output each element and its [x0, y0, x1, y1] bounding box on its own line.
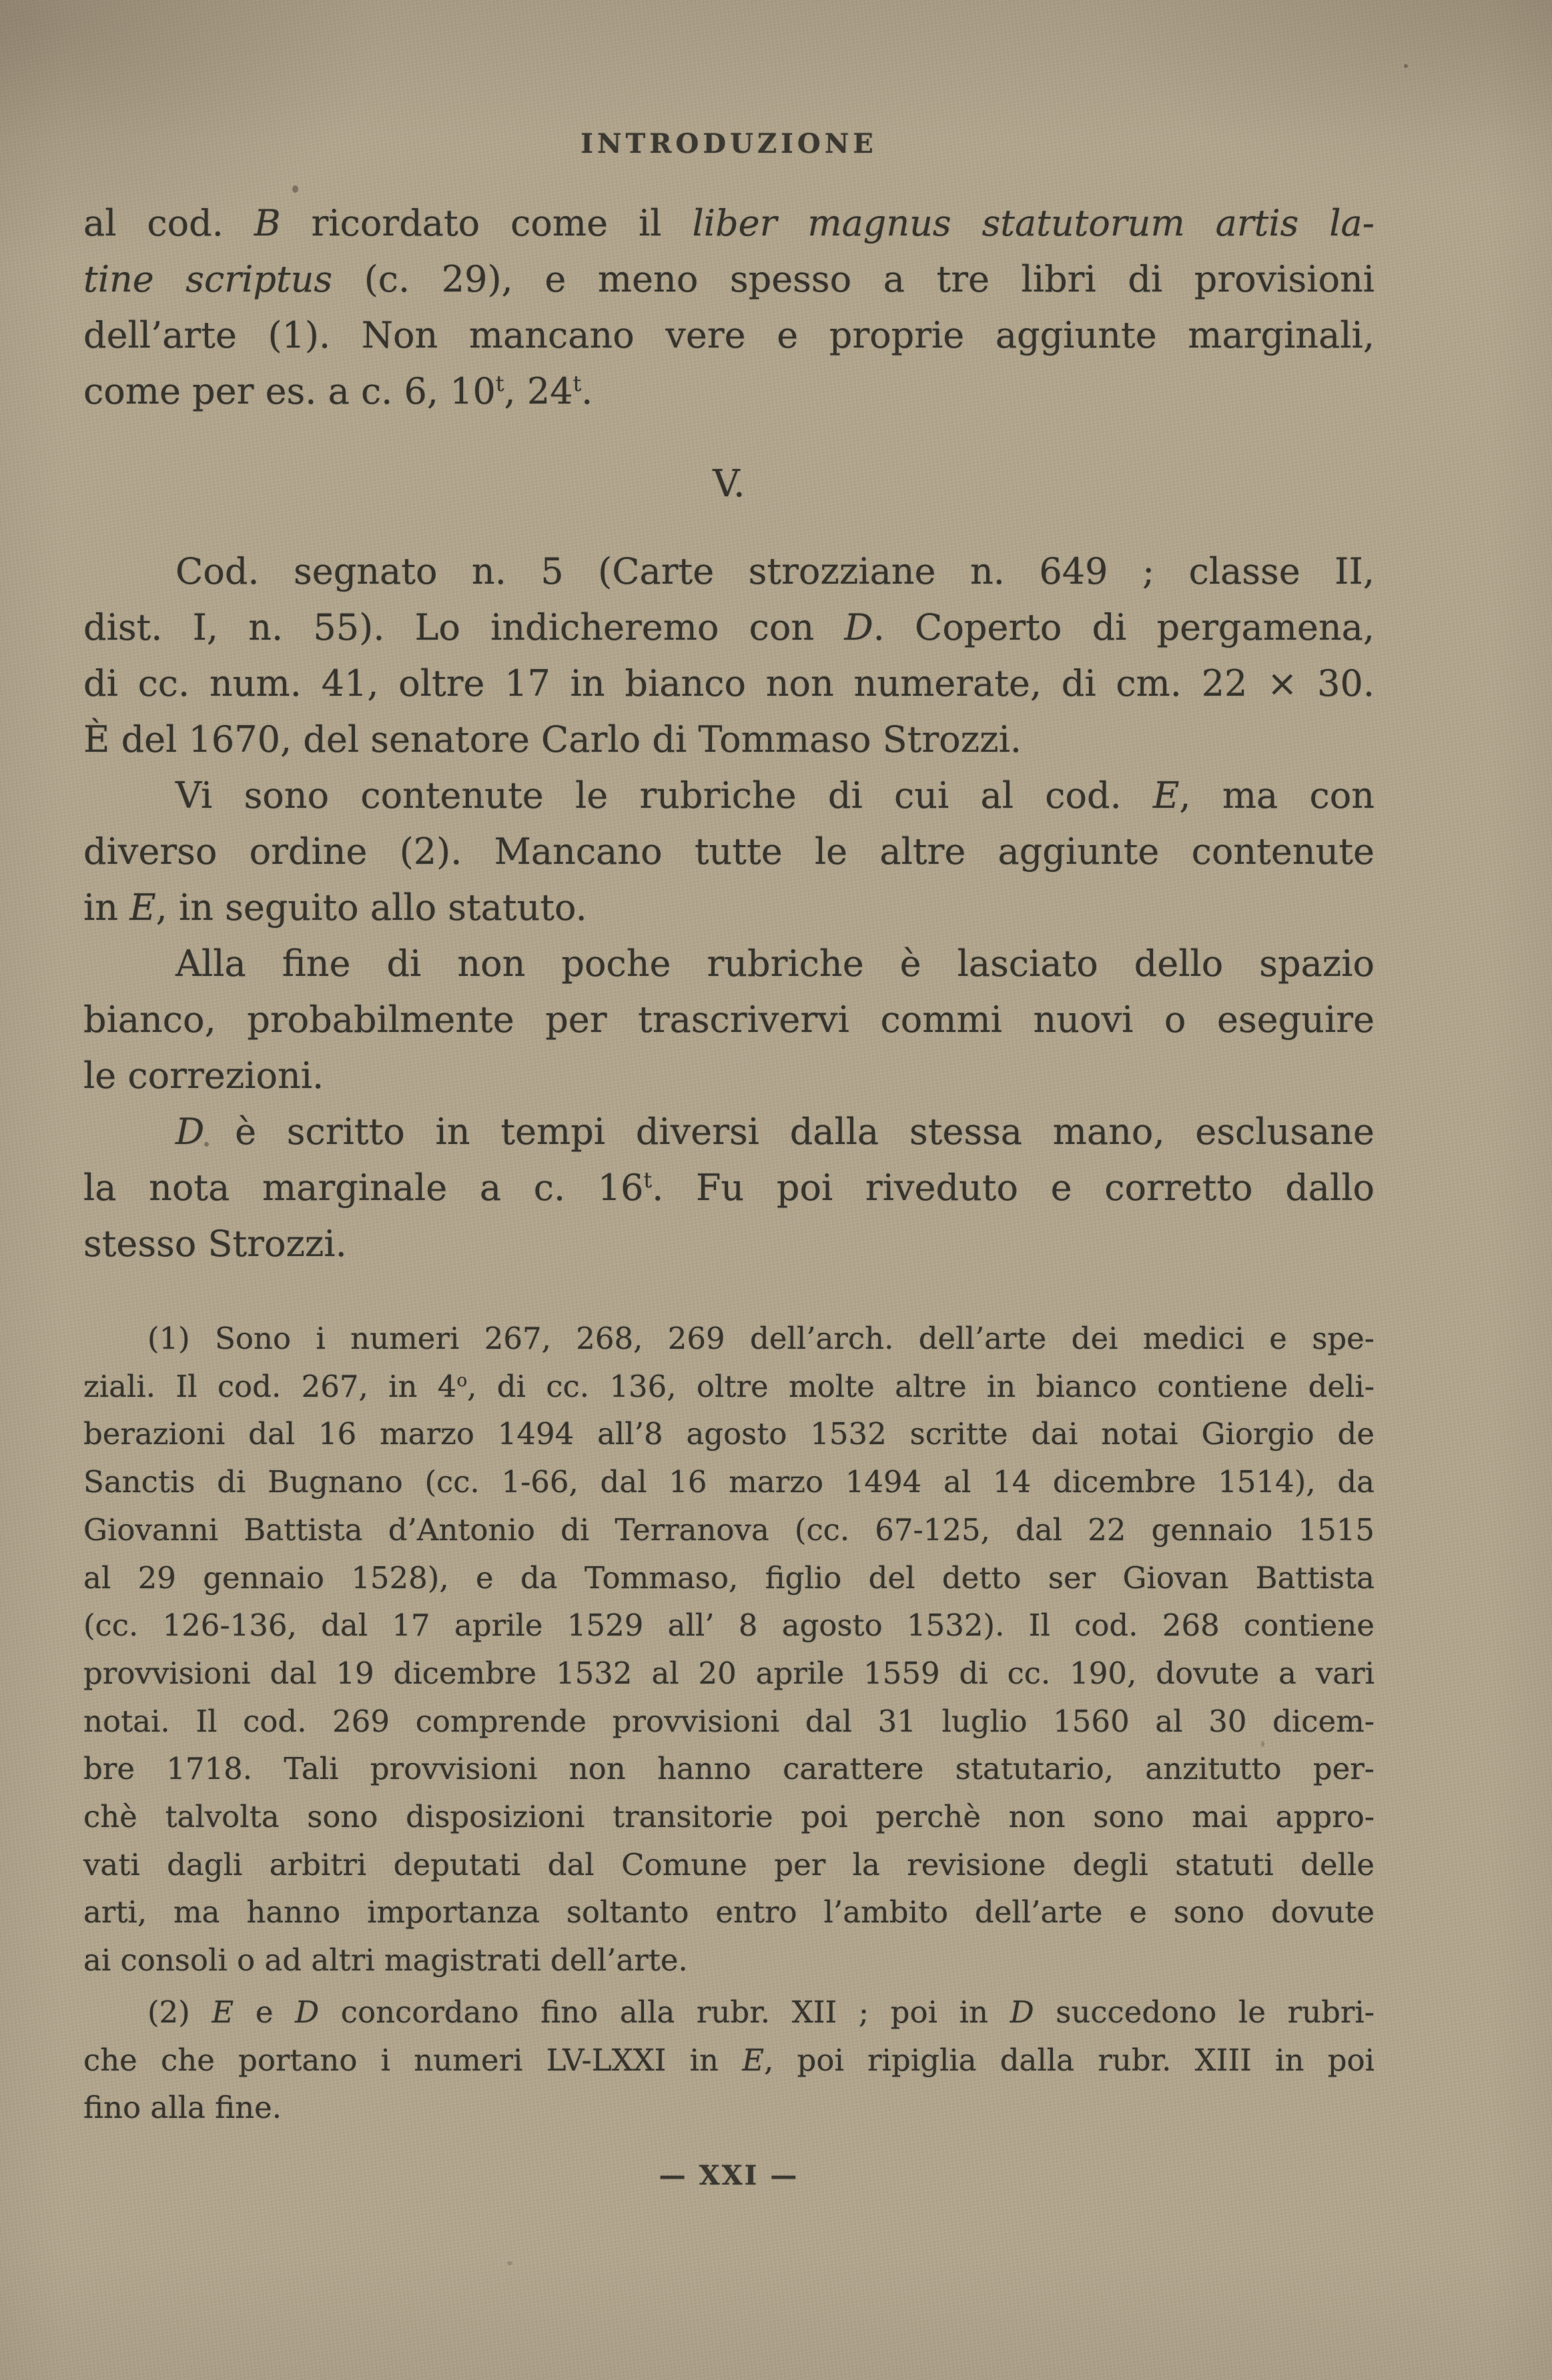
- text-line: [83, 1160, 1375, 1216]
- text-segment: (c. 29), e meno spesso a tre libri di provisioni: [332, 258, 1375, 300]
- text-line: [83, 364, 1375, 420]
- text-segment: che che portano i numeri LV-LXXI in: [83, 2042, 743, 2078]
- text-line: [83, 880, 1375, 936]
- text-segment: , di cc. 136, oltre molte altre in bianco contiene deli-: [467, 1368, 1375, 1404]
- paper-speck: [1404, 64, 1408, 68]
- superscript-o: o: [456, 1370, 468, 1391]
- text-line: È del 1670, del senatore Carlo di Tommaso Strozzi.: [83, 718, 1022, 760]
- footnote-line: Sanctis di Bugnano (cc. 1-66, dal 16 marzo 1494 al 14 dicembre 1514), da: [83, 1464, 1375, 1500]
- text-segment: Vi sono contenute le rubriche di cui al cod.: [175, 774, 1153, 816]
- paragraph: [83, 936, 1375, 1104]
- text-segment: , poi ripiglia dalla rubr. XIII in poi: [764, 2042, 1375, 2078]
- superscript-t: t: [572, 372, 582, 396]
- superscript-t: t: [495, 372, 504, 396]
- text-segment: .: [581, 370, 593, 412]
- footnote-line: provvisioni dal 19 dicembre 1532 al 20 aprile 1559 di cc. 190, dovute a vari: [83, 1655, 1375, 1691]
- footnote-line: [83, 1988, 1375, 2036]
- text-line: bianco, probabilmente per trascrivervi commi nuovi o eseguire: [83, 999, 1375, 1041]
- footnote-line: Giovanni Battista d’Antonio di Terranova (cc. 67-125, dal 22 gennaio 1515: [83, 1512, 1375, 1548]
- text-segment: e: [234, 1994, 296, 2030]
- paragraph: [83, 1104, 1375, 1272]
- text-segment: ricordato come il: [280, 202, 693, 244]
- footnote-line: bre 1718. Tali provvisioni non hanno carattere statutario, anzitutto per-: [83, 1751, 1375, 1787]
- text-line: Alla fine di non poche rubriche è lasciato dello spazio: [175, 943, 1375, 985]
- text-segment: succedono le rubri-: [1034, 1994, 1375, 2030]
- footnote-line: (1) Sono i numeri 267, 268, 269 dell’arch. dell’arte dei medici e spe-: [147, 1321, 1375, 1356]
- text-segment-italic: D: [295, 1994, 320, 2030]
- text-segment-italic: E: [742, 2042, 765, 2078]
- text-segment: in: [83, 886, 130, 929]
- footnote-2: [83, 1988, 1375, 2132]
- text-line: di cc. num. 41, oltre 17 in bianco non numerate, di cm. 22 × 30.: [83, 662, 1375, 704]
- section-heading: V.: [713, 462, 745, 506]
- footnote-line: ai consoli o ad altri magistrati dell’arte.: [83, 1942, 688, 1978]
- text-segment: la nota marginale a c. 16: [83, 1167, 644, 1209]
- paper-speck: [507, 2261, 512, 2265]
- text-segment: . Coperto di pergamena,: [873, 606, 1375, 648]
- footnote-line: (cc. 126-136, dal 17 aprile 1529 all’ 8 agosto 1532). Il cod. 268 contiene: [83, 1608, 1375, 1644]
- page-number: — XXI —: [659, 2160, 799, 2191]
- text-segment: come per es. a c. 6, 10: [83, 370, 496, 412]
- text-segment: , ma con: [1179, 774, 1375, 816]
- text-segment-italic: liber magnus statutorum artis la-: [692, 202, 1375, 244]
- text-line: [83, 600, 1375, 656]
- footnote-line: [83, 2036, 1375, 2085]
- footnote-1: [83, 1315, 1375, 1984]
- text-line: [83, 768, 1375, 824]
- text-segment: concordano fino alla rubr. XII ; poi in: [319, 1994, 1010, 2030]
- text-line: [83, 195, 1375, 251]
- text-segment-italic: D: [175, 1111, 205, 1153]
- text-segment: , in seguito allo statuto.: [155, 886, 587, 929]
- footnote-line: notai. Il cod. 269 comprende provvisioni dal 31 luglio 1560 al 30 dicem-: [83, 1703, 1375, 1739]
- footnote-line: [83, 1363, 1375, 1411]
- text-segment: al cod.: [83, 202, 254, 244]
- text-line: le correzioni.: [83, 1055, 324, 1097]
- text-segment-italic: E: [212, 1994, 234, 2030]
- text-line: [83, 251, 1375, 308]
- superscript-t: t: [643, 1169, 653, 1193]
- text-segment: dist. I, n. 55). Lo indicheremo con: [83, 606, 845, 648]
- text-line: Cod. segnato n. 5 (Carte strozziane n. 649 ; classe II,: [175, 550, 1375, 592]
- running-header: INTRODUZIONE: [580, 128, 877, 159]
- text-segment: ziali. Il cod. 267, in 4: [83, 1368, 457, 1404]
- text-segment-italic: E: [1152, 774, 1180, 816]
- text-line: stesso Strozzi.: [83, 1223, 347, 1265]
- paragraph: [83, 768, 1375, 936]
- text-segment-italic: tine scriptus: [83, 258, 333, 300]
- text-segment-italic: E: [129, 886, 156, 929]
- footnote-line: berazioni dal 16 marzo 1494 all’8 agosto 1532 scritte dai notai Giorgio de: [83, 1416, 1375, 1452]
- footnote-line: arti, ma hanno importanza soltanto entro l’ambito dell’arte e sono dovute: [83, 1894, 1375, 1930]
- text-line: diverso ordine (2). Mancano tutte le altre aggiunte contenute: [83, 830, 1375, 872]
- text-segment-italic: D: [1010, 1994, 1034, 2030]
- paragraph: [83, 544, 1375, 768]
- footnote-line: vati dagli arbitri deputati dal Comune per la revisione degli statuti delle: [83, 1846, 1375, 1882]
- text-segment: , 24: [504, 370, 573, 412]
- footnote-line: chè talvolta sono disposizioni transitorie poi perchè non sono mai appro-: [83, 1799, 1375, 1835]
- text-line: dell’arte (1). Non mancano vere e proprie aggiunte marginali,: [83, 314, 1375, 356]
- text-segment: è scritto in tempi diversi dalla stessa mano, esclusane: [204, 1111, 1375, 1153]
- text-segment-italic: B: [254, 202, 281, 244]
- footnote-line: al 29 gennaio 1528), e da Tommaso, figlio del detto ser Giovan Battista: [83, 1560, 1375, 1596]
- footnote-line: fino alla fine.: [83, 2090, 282, 2126]
- text-segment: . Fu poi riveduto e corretto dallo: [652, 1167, 1375, 1209]
- text-segment-italic: D: [844, 606, 873, 648]
- text-line: [83, 1104, 1375, 1160]
- paper-speck: [292, 185, 298, 193]
- text-segment: (2): [147, 1994, 212, 2030]
- paragraph-continuation: [83, 195, 1375, 420]
